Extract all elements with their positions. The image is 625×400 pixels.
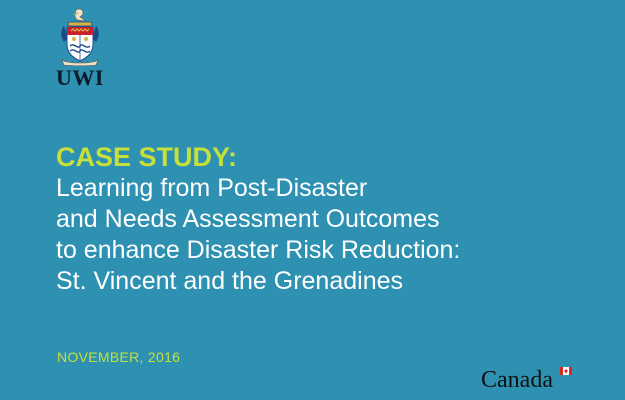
page-title [56, 173, 596, 297]
title-line: to enhance Disaster Risk Reduction: [56, 236, 461, 264]
publication-date: NOVEMBER, 2016 [57, 349, 181, 365]
title-line: St. Vincent and the Grenadines [56, 267, 403, 295]
uwi-crest-icon [58, 8, 102, 66]
canada-wordmark-text: Canada [481, 367, 553, 393]
uwi-wordmark: UWI [56, 65, 104, 90]
canada-flag-icon [560, 367, 572, 375]
canada-wordmark [481, 364, 573, 394]
title-line: and Needs Assessment Outcomes [56, 205, 440, 233]
title-line: Learning from Post-Disaster [56, 174, 368, 202]
case-study-label: CASE STUDY: [56, 142, 238, 172]
